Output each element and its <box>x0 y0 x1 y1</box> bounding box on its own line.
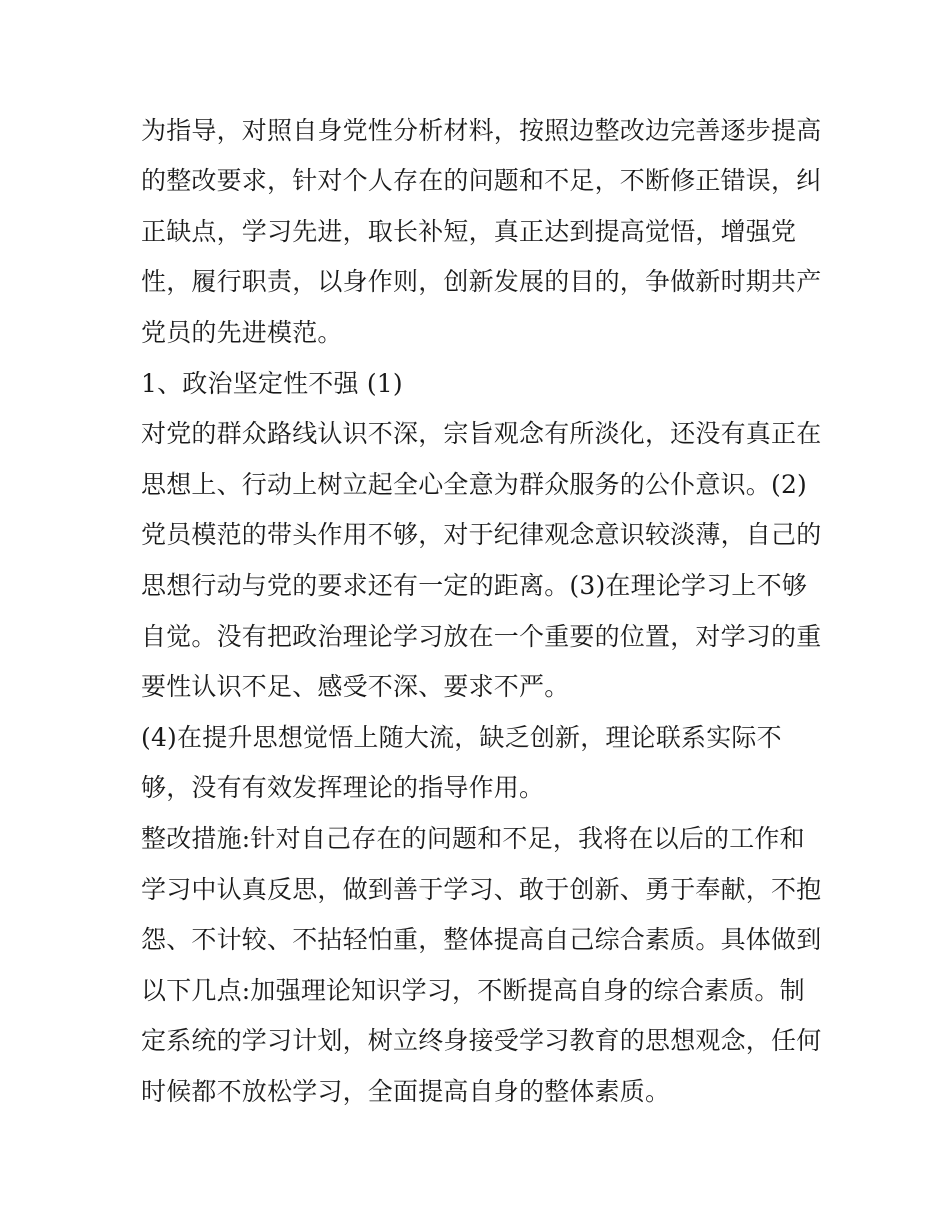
paragraph-line: 党员的先进模范。 <box>141 318 343 347</box>
paragraph-line: 性，履行职责，以身作则，创新发展的目的，争做新时期共产 <box>141 267 822 296</box>
paragraph-line: 以下几点:加强理论知识学习，不断提高自身的综合素质。制 <box>141 976 805 1005</box>
paragraph-line: 思想上、行动上树立起全心全意为群众服务的公仆意识。(2) <box>141 470 808 499</box>
paragraph-line: 学习中认真反思，做到善于学习、敢于创新、勇于奉献，不抱 <box>141 875 822 904</box>
paragraph-line: 定系统的学习计划，树立终身接受学习教育的思想观念，任何 <box>141 1026 822 1055</box>
paragraph-line: 正缺点，学习先进，取长补短，真正达到提高觉悟，增强党 <box>141 217 797 246</box>
paragraph-line: 整改措施:针对自己存在的问题和不足，我将在以后的工作和 <box>141 824 805 853</box>
paragraph-line: 为指导，对照自身党性分析材料，按照边整改边完善逐步提高 <box>141 116 822 145</box>
paragraph-line: 党员模范的带头作用不够，对于纪律观念意识较淡薄，自己的 <box>141 520 822 549</box>
paragraph-line: 对党的群众路线认识不深，宗旨观念有所淡化，还没有真正在 <box>141 419 822 448</box>
paragraph-line: 够，没有有效发挥理论的指导作用。 <box>141 773 545 802</box>
paragraph-line: 的整改要求，针对个人存在的问题和不足，不断修正错误，纠 <box>141 166 822 195</box>
paragraph-line: 时候都不放松学习，全面提高自身的整体素质。 <box>141 1077 671 1106</box>
section-heading: 1、政治坚定性不强 (1) <box>141 369 403 398</box>
paragraph-line: (4)在提升思想觉悟上随大流，缺乏创新，理论联系实际不 <box>141 723 782 752</box>
paragraph-line: 怨、不计较、不拈轻怕重，整体提高自己综合素质。具体做到 <box>141 925 822 954</box>
paragraph-line: 思想行动与党的要求还有一定的距离。(3)在理论学习上不够 <box>141 571 808 600</box>
paragraph-line: 要性认识不足、感受不深、要求不严。 <box>141 672 570 701</box>
paragraph-line: 自觉。没有把政治理论学习放在一个重要的位置，对学习的重 <box>141 622 822 651</box>
